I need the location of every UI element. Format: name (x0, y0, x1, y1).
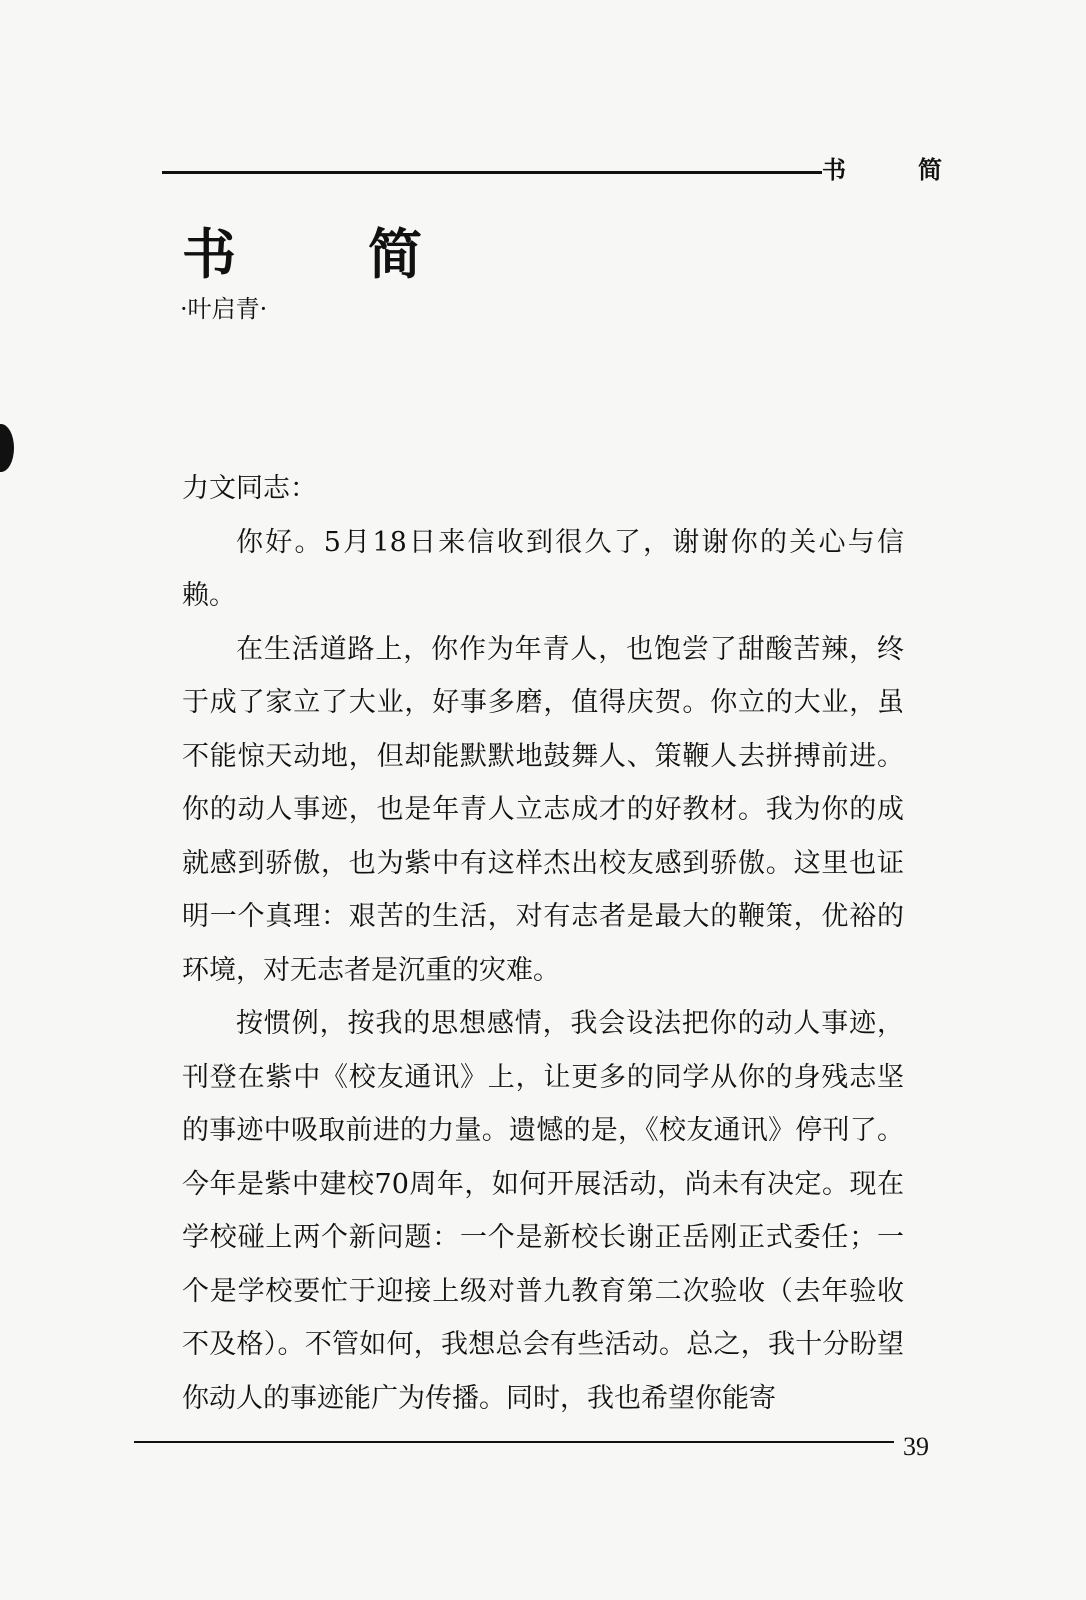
letter-paragraph: 按惯例，按我的思想感情，我会设法把你的动人事迹，刊登在紫中《校友通讯》上，让更多的同学从你的身残志坚的事迹中吸取前进的力量。遗憾的是，《校友通讯》停刊了。今年是紫中建校70周年，如何开展活动，尚未有决定。现在学校碰上两个新问题：一个是新校长谢正岳刚正式委任；一个是学校要忙于迎接上级对普九教育第二次验收（去年验收不及格）。不管如何，我想总会有些活动。总之，我十分盼望你动人的事迹能广为传播。同时，我也希望你能寄 (182, 1008, 904, 1414)
footer-rule (134, 1441, 894, 1443)
article-title-char-2: 简 (368, 223, 422, 286)
running-head-char-1: 书 (822, 156, 846, 184)
article-author: ·叶启青· (180, 295, 268, 323)
letter-paragraph: 在生活道路上，你作为年青人，也饱尝了甜酸苦辣，终于成了家立了大业，好事多磨，值得庆贺。你立的大业，虽不能惊天动地，但却能默默地鼓舞人、策鞭人去拼搏前进。你的动人事迹，也是年青人立志成才的好教材。我为你的成就感到骄傲，也为紫中有这样杰出校友感到骄傲。这里也证明一个真理：艰苦的生活，对有志者是最大的鞭策，优裕的环境，对无志者是沉重的灾难。 (182, 633, 904, 986)
article-title (182, 222, 422, 288)
letter-salutation: 力文同志： (182, 473, 317, 504)
header-rule (162, 171, 822, 174)
letter-body (182, 462, 904, 1425)
running-head-char-2: 简 (918, 156, 942, 184)
scan-ink-blot (0, 424, 14, 472)
article-title-char-1: 书 (182, 223, 236, 286)
page-number: 39 (903, 1432, 929, 1461)
running-head (822, 153, 942, 187)
letter-paragraph: 你好。5月18日来信收到很久了，谢谢你的关心与信赖。 (182, 526, 904, 611)
